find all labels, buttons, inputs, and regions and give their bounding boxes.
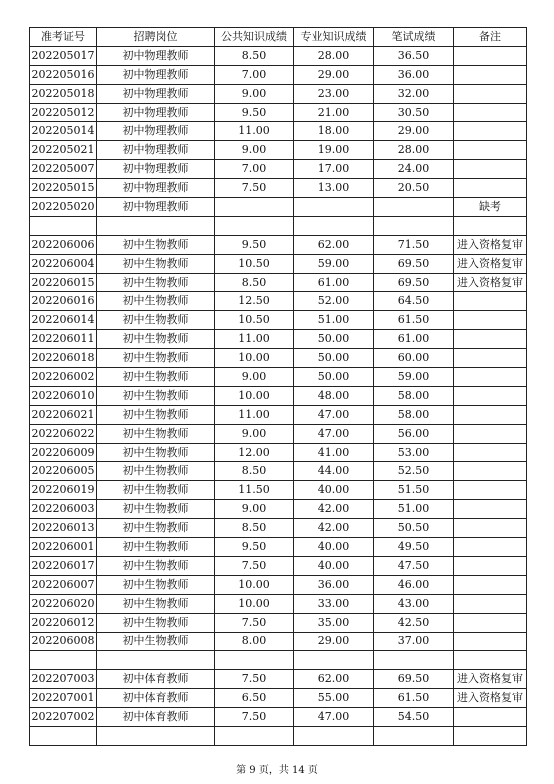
professional-knowledge-score-cell: 36.00 [294,575,374,594]
written-score-cell: 61.50 [374,311,454,330]
exam-number-cell: 202206017 [30,556,97,575]
public-knowledge-score-cell: 7.50 [215,179,294,198]
position-cell: 初中生物教师 [97,368,215,387]
professional-knowledge-score-cell: 23.00 [294,84,374,103]
written-score-cell: 59.00 [374,368,454,387]
written-score-cell: 56.00 [374,424,454,443]
header-written-score: 笔试成绩 [374,28,454,47]
remarks-cell [454,424,527,443]
professional-knowledge-score-cell: 29.00 [294,65,374,84]
table-row [30,368,527,387]
table-row [30,594,527,613]
remarks-cell [454,46,527,65]
written-score-cell: 20.50 [374,179,454,198]
professional-knowledge-score-cell [294,198,374,217]
professional-knowledge-score-cell: 18.00 [294,122,374,141]
position-cell: 初中生物教师 [97,556,215,575]
table-row [30,443,527,462]
table-row [30,481,527,500]
remarks-cell [454,556,527,575]
remarks-cell: 缺考 [454,198,527,217]
header-position: 招聘岗位 [97,28,215,47]
position-cell: 初中生物教师 [97,424,215,443]
written-score-cell: 37.00 [374,632,454,651]
remarks-cell [454,311,527,330]
remarks-cell [454,368,527,387]
public-knowledge-score-cell: 8.50 [215,273,294,292]
exam-number-cell [30,726,97,745]
position-cell [97,651,215,670]
position-cell: 初中生物教师 [97,613,215,632]
public-knowledge-score-cell [215,651,294,670]
exam-number-cell: 202205018 [30,84,97,103]
public-knowledge-score-cell: 10.50 [215,311,294,330]
position-cell [97,726,215,745]
position-cell: 初中物理教师 [97,122,215,141]
professional-knowledge-score-cell: 47.00 [294,405,374,424]
written-score-cell: 71.50 [374,235,454,254]
written-score-cell: 58.00 [374,386,454,405]
exam-score-table [29,27,527,746]
table-row [30,216,527,235]
professional-knowledge-score-cell [294,216,374,235]
exam-number-cell: 202206020 [30,594,97,613]
written-score-cell: 51.00 [374,500,454,519]
table-row [30,651,527,670]
remarks-cell [454,462,527,481]
exam-number-cell: 202205016 [30,65,97,84]
remarks-cell [454,519,527,538]
position-cell: 初中生物教师 [97,386,215,405]
table-row [30,556,527,575]
position-cell: 初中生物教师 [97,349,215,368]
header-professional-knowledge-score: 专业知识成绩 [294,28,374,47]
remarks-cell [454,122,527,141]
public-knowledge-score-cell: 10.00 [215,386,294,405]
written-score-cell: 64.50 [374,292,454,311]
professional-knowledge-score-cell: 40.00 [294,481,374,500]
position-cell: 初中生物教师 [97,273,215,292]
position-cell: 初中体育教师 [97,670,215,689]
remarks-cell [454,65,527,84]
remarks-cell [454,651,527,670]
position-cell: 初中物理教师 [97,198,215,217]
exam-number-cell: 202206012 [30,613,97,632]
remarks-cell [454,349,527,368]
professional-knowledge-score-cell: 59.00 [294,254,374,273]
position-cell: 初中物理教师 [97,65,215,84]
remarks-cell [454,103,527,122]
professional-knowledge-score-cell: 41.00 [294,443,374,462]
position-cell: 初中生物教师 [97,462,215,481]
position-cell: 初中生物教师 [97,330,215,349]
table-body [30,46,527,745]
table-row [30,386,527,405]
written-score-cell: 32.00 [374,84,454,103]
remarks-cell [454,613,527,632]
exam-number-cell: 202206019 [30,481,97,500]
table-row [30,103,527,122]
written-score-cell: 53.00 [374,443,454,462]
position-cell: 初中生物教师 [97,292,215,311]
public-knowledge-score-cell: 9.00 [215,84,294,103]
professional-knowledge-score-cell: 42.00 [294,500,374,519]
position-cell: 初中物理教师 [97,84,215,103]
exam-number-cell: 202205017 [30,46,97,65]
exam-number-cell: 202206005 [30,462,97,481]
public-knowledge-score-cell: 9.00 [215,500,294,519]
exam-number-cell: 202207001 [30,689,97,708]
table-row [30,46,527,65]
public-knowledge-score-cell: 10.00 [215,349,294,368]
exam-number-cell: 202205014 [30,122,97,141]
exam-number-cell: 202206003 [30,500,97,519]
remarks-cell [454,632,527,651]
remarks-cell: 进入资格复审 [454,235,527,254]
written-score-cell: 36.00 [374,65,454,84]
position-cell: 初中物理教师 [97,160,215,179]
professional-knowledge-score-cell: 35.00 [294,613,374,632]
written-score-cell: 61.50 [374,689,454,708]
exam-number-cell: 202206007 [30,575,97,594]
professional-knowledge-score-cell: 51.00 [294,311,374,330]
remarks-cell: 进入资格复审 [454,254,527,273]
public-knowledge-score-cell: 7.50 [215,670,294,689]
professional-knowledge-score-cell: 21.00 [294,103,374,122]
header-remarks: 备注 [454,28,527,47]
public-knowledge-score-cell: 6.50 [215,689,294,708]
table-row [30,311,527,330]
table-row [30,122,527,141]
professional-knowledge-score-cell: 17.00 [294,160,374,179]
public-knowledge-score-cell: 12.00 [215,443,294,462]
remarks-cell [454,726,527,745]
professional-knowledge-score-cell: 62.00 [294,235,374,254]
exam-number-cell: 202206001 [30,538,97,557]
written-score-cell: 52.50 [374,462,454,481]
remarks-cell: 进入资格复审 [454,689,527,708]
written-score-cell: 69.50 [374,670,454,689]
page-footer: 第 9 页，共 14 页 [236,765,318,776]
public-knowledge-score-cell: 7.00 [215,65,294,84]
position-cell: 初中物理教师 [97,179,215,198]
public-knowledge-score-cell [215,216,294,235]
professional-knowledge-score-cell: 61.00 [294,273,374,292]
position-cell: 初中生物教师 [97,443,215,462]
public-knowledge-score-cell: 9.50 [215,235,294,254]
position-cell: 初中生物教师 [97,594,215,613]
written-score-cell: 69.50 [374,273,454,292]
position-cell: 初中生物教师 [97,311,215,330]
remarks-cell [454,386,527,405]
table-row [30,65,527,84]
table-row [30,330,527,349]
professional-knowledge-score-cell: 33.00 [294,594,374,613]
table-header-row [30,28,527,47]
professional-knowledge-score-cell: 52.00 [294,292,374,311]
public-knowledge-score-cell: 9.00 [215,424,294,443]
table-row [30,538,527,557]
written-score-cell: 42.50 [374,613,454,632]
exam-number-cell: 202206010 [30,386,97,405]
exam-number-cell: 202206002 [30,368,97,387]
written-score-cell: 43.00 [374,594,454,613]
exam-number-cell: 202206016 [30,292,97,311]
public-knowledge-score-cell: 9.00 [215,141,294,160]
position-cell: 初中物理教师 [97,103,215,122]
remarks-cell [454,708,527,727]
professional-knowledge-score-cell: 13.00 [294,179,374,198]
remarks-cell [454,481,527,500]
remarks-cell [454,330,527,349]
public-knowledge-score-cell: 9.50 [215,538,294,557]
public-knowledge-score-cell: 11.00 [215,405,294,424]
exam-number-cell: 202205007 [30,160,97,179]
written-score-cell [374,651,454,670]
public-knowledge-score-cell: 12.50 [215,292,294,311]
remarks-cell [454,594,527,613]
exam-number-cell: 202206021 [30,405,97,424]
written-score-cell: 49.50 [374,538,454,557]
public-knowledge-score-cell: 11.00 [215,330,294,349]
remarks-cell [454,216,527,235]
written-score-cell: 30.50 [374,103,454,122]
written-score-cell: 51.50 [374,481,454,500]
remarks-cell [454,575,527,594]
public-knowledge-score-cell: 11.50 [215,481,294,500]
professional-knowledge-score-cell: 40.00 [294,556,374,575]
professional-knowledge-score-cell [294,651,374,670]
exam-number-cell: 202206013 [30,519,97,538]
professional-knowledge-score-cell: 28.00 [294,46,374,65]
table-row [30,141,527,160]
table-row [30,84,527,103]
professional-knowledge-score-cell: 50.00 [294,368,374,387]
public-knowledge-score-cell: 10.00 [215,594,294,613]
remarks-cell [454,84,527,103]
public-knowledge-score-cell: 7.50 [215,613,294,632]
table-row [30,670,527,689]
public-knowledge-score-cell [215,198,294,217]
remarks-cell [454,160,527,179]
table-row [30,349,527,368]
professional-knowledge-score-cell: 19.00 [294,141,374,160]
position-cell: 初中生物教师 [97,405,215,424]
written-score-cell: 61.00 [374,330,454,349]
table-row [30,254,527,273]
position-cell: 初中体育教师 [97,708,215,727]
professional-knowledge-score-cell: 50.00 [294,330,374,349]
table-row [30,708,527,727]
public-knowledge-score-cell: 10.50 [215,254,294,273]
position-cell: 初中生物教师 [97,500,215,519]
exam-number-cell: 202206011 [30,330,97,349]
written-score-cell: 24.00 [374,160,454,179]
exam-number-cell: 202206008 [30,632,97,651]
professional-knowledge-score-cell: 50.00 [294,349,374,368]
professional-knowledge-score-cell: 47.00 [294,424,374,443]
table-row [30,405,527,424]
exam-number-cell [30,651,97,670]
written-score-cell: 50.50 [374,519,454,538]
position-cell: 初中生物教师 [97,538,215,557]
public-knowledge-score-cell: 8.00 [215,632,294,651]
professional-knowledge-score-cell: 55.00 [294,689,374,708]
position-cell: 初中生物教师 [97,254,215,273]
professional-knowledge-score-cell [294,726,374,745]
position-cell: 初中体育教师 [97,689,215,708]
public-knowledge-score-cell [215,726,294,745]
position-cell: 初中生物教师 [97,632,215,651]
written-score-cell: 69.50 [374,254,454,273]
exam-number-cell [30,216,97,235]
exam-number-cell: 202206009 [30,443,97,462]
exam-number-cell: 202206004 [30,254,97,273]
exam-number-cell: 202206006 [30,235,97,254]
written-score-cell: 58.00 [374,405,454,424]
table-row [30,198,527,217]
remarks-cell [454,141,527,160]
table-row [30,519,527,538]
written-score-cell [374,216,454,235]
professional-knowledge-score-cell: 29.00 [294,632,374,651]
public-knowledge-score-cell: 8.50 [215,519,294,538]
remarks-cell [454,405,527,424]
written-score-cell [374,726,454,745]
public-knowledge-score-cell: 8.50 [215,46,294,65]
public-knowledge-score-cell: 11.00 [215,122,294,141]
table-row [30,726,527,745]
professional-knowledge-score-cell: 48.00 [294,386,374,405]
exam-number-cell: 202206018 [30,349,97,368]
exam-number-cell: 202207002 [30,708,97,727]
table-row [30,689,527,708]
written-score-cell: 54.50 [374,708,454,727]
remarks-cell [454,179,527,198]
remarks-cell: 进入资格复审 [454,670,527,689]
position-cell [97,216,215,235]
written-score-cell: 47.50 [374,556,454,575]
position-cell: 初中物理教师 [97,141,215,160]
professional-knowledge-score-cell: 42.00 [294,519,374,538]
written-score-cell: 46.00 [374,575,454,594]
public-knowledge-score-cell: 7.00 [215,160,294,179]
professional-knowledge-score-cell: 47.00 [294,708,374,727]
remarks-cell [454,292,527,311]
exam-number-cell: 202206014 [30,311,97,330]
remarks-cell [454,538,527,557]
position-cell: 初中生物教师 [97,481,215,500]
table-row [30,160,527,179]
professional-knowledge-score-cell: 44.00 [294,462,374,481]
public-knowledge-score-cell: 8.50 [215,462,294,481]
remarks-cell: 进入资格复审 [454,273,527,292]
written-score-cell: 36.50 [374,46,454,65]
table-row [30,613,527,632]
exam-number-cell: 202206015 [30,273,97,292]
header-exam-number: 准考证号 [30,28,97,47]
table-row [30,632,527,651]
exam-number-cell: 202205021 [30,141,97,160]
table-row [30,292,527,311]
public-knowledge-score-cell: 7.50 [215,708,294,727]
exam-number-cell: 202206022 [30,424,97,443]
table-row [30,273,527,292]
table-row [30,500,527,519]
exam-number-cell: 202205020 [30,198,97,217]
written-score-cell: 29.00 [374,122,454,141]
table-row [30,424,527,443]
remarks-cell [454,500,527,519]
exam-number-cell: 202207003 [30,670,97,689]
header-public-knowledge-score: 公共知识成绩 [215,28,294,47]
exam-number-cell: 202205015 [30,179,97,198]
public-knowledge-score-cell: 9.50 [215,103,294,122]
professional-knowledge-score-cell: 40.00 [294,538,374,557]
professional-knowledge-score-cell: 62.00 [294,670,374,689]
position-cell: 初中物理教师 [97,46,215,65]
written-score-cell [374,198,454,217]
written-score-cell: 60.00 [374,349,454,368]
table-row [30,462,527,481]
position-cell: 初中生物教师 [97,519,215,538]
position-cell: 初中生物教师 [97,575,215,594]
position-cell: 初中生物教师 [97,235,215,254]
public-knowledge-score-cell: 7.50 [215,556,294,575]
table-row [30,235,527,254]
public-knowledge-score-cell: 10.00 [215,575,294,594]
table-row [30,179,527,198]
exam-number-cell: 202205012 [30,103,97,122]
table-row [30,575,527,594]
public-knowledge-score-cell: 9.00 [215,368,294,387]
remarks-cell [454,443,527,462]
written-score-cell: 28.00 [374,141,454,160]
